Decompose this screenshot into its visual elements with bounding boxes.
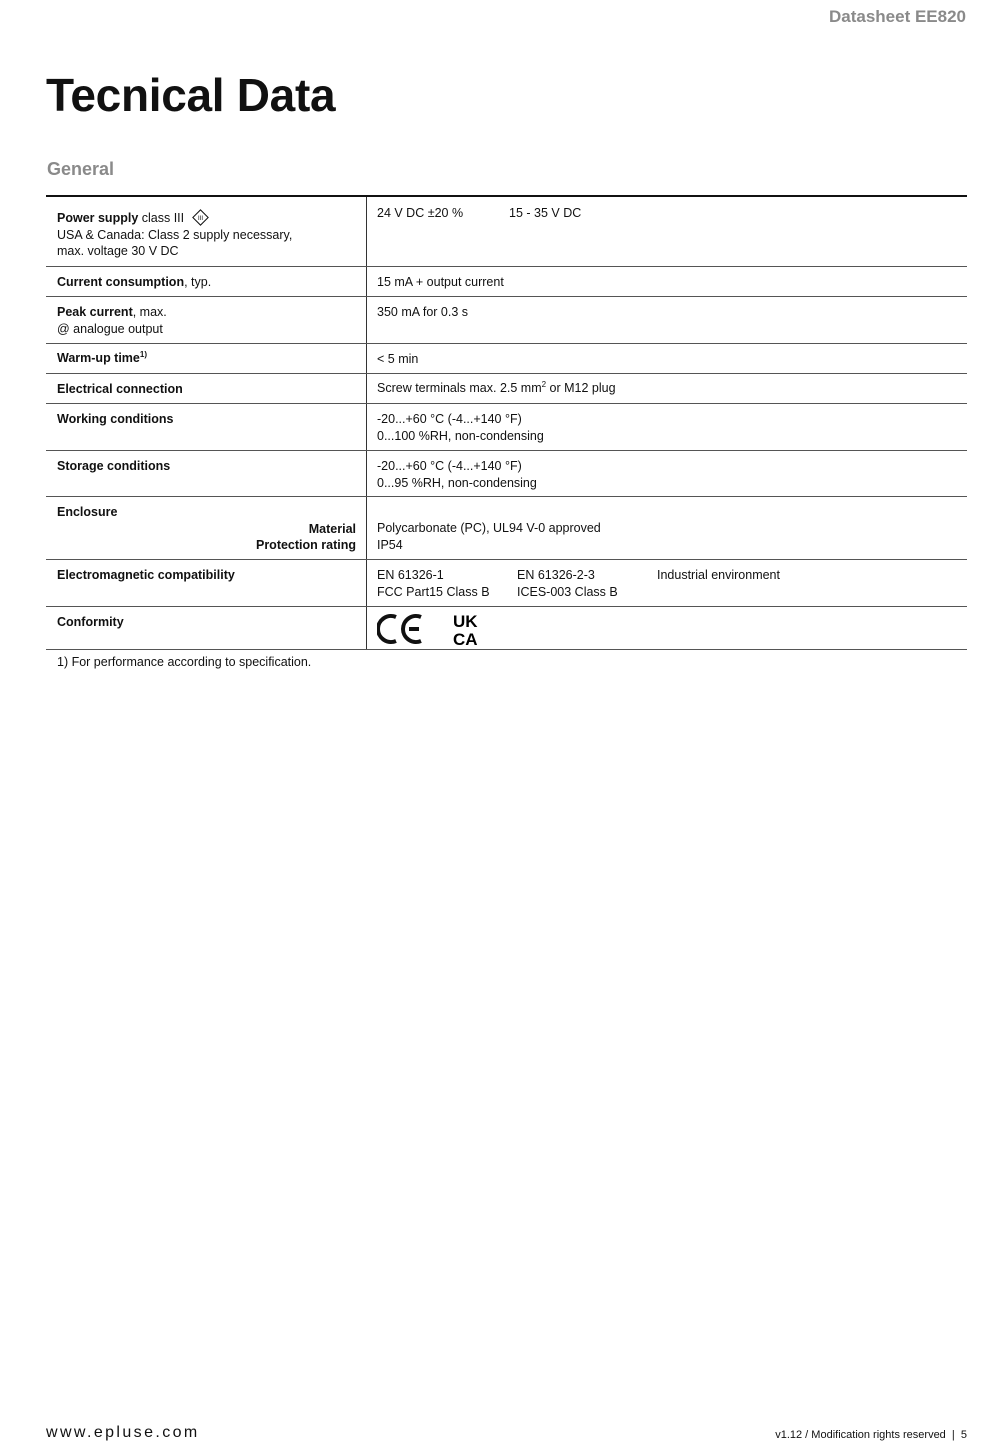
value-humidity: 0...95 %RH, non-condensing — [377, 475, 537, 490]
ukca-mark-icon — [453, 612, 489, 646]
value-text: or M12 plug — [546, 381, 616, 395]
row-value — [367, 374, 967, 403]
row-label — [46, 267, 367, 296]
row-value — [367, 404, 967, 450]
label-rest: class III — [138, 211, 185, 225]
emc-standard: FCC Part15 Class B — [377, 584, 490, 599]
row-note: @ analogue output — [57, 321, 163, 336]
protection-class-iii-icon — [192, 209, 209, 226]
label-text: Warm-up time — [57, 351, 140, 365]
ce-mark-icon — [377, 612, 423, 646]
table-row-conformity — [46, 607, 967, 650]
protection-rating-label: Protection rating — [255, 538, 356, 552]
value-temperature: -20...+60 °C (-4...+140 °F) — [377, 459, 522, 473]
material-value: Polycarbonate (PC), UL94 V-0 approved — [377, 521, 601, 535]
svg-text:III: III — [197, 216, 203, 223]
table-row-electrical-connection — [46, 374, 967, 404]
row-value — [367, 607, 967, 649]
row-label — [46, 197, 367, 266]
row-value — [367, 497, 967, 559]
table-row-power-supply — [46, 197, 967, 267]
value-temperature: -20...+60 °C (-4...+140 °F) — [377, 412, 522, 426]
label-rest: , max. — [132, 305, 167, 319]
label-rest: , typ. — [184, 275, 212, 289]
footnote: 1) For performance according to specification. — [57, 655, 312, 669]
row-label — [46, 497, 367, 559]
svg-text:CA: CA — [453, 630, 478, 646]
svg-text:UK: UK — [453, 612, 478, 631]
row-note: USA & Canada: Class 2 supply necessary, — [57, 227, 293, 242]
table-row-storage-conditions — [46, 451, 967, 497]
label-bold: Current consumption — [57, 275, 185, 289]
table-row-warm-up-time — [46, 344, 967, 374]
value-humidity: 0...100 %RH, non-condensing — [377, 428, 544, 443]
section-title: General — [47, 159, 115, 179]
row-value: 15 mA + output current — [377, 275, 504, 289]
row-value: 350 mA for 0.3 s — [377, 305, 469, 319]
row-label: Conformity — [46, 607, 367, 649]
emc-standard: ICES-003 Class B — [517, 584, 618, 599]
footnote-ref: 1) — [139, 349, 147, 359]
row-label: Working conditions — [46, 404, 367, 450]
page-title: Tecnical Data — [46, 69, 336, 121]
superscript: 2 — [541, 379, 547, 389]
table-row-enclosure — [46, 497, 967, 560]
row-value — [367, 197, 967, 266]
table-row-working-conditions — [46, 404, 967, 451]
footer-version-page: v1.12 / Modification rights reserved | 5 — [775, 1429, 967, 1441]
material-label: Material — [308, 521, 356, 536]
protection-rating-value: IP54 — [377, 537, 403, 552]
value-nominal: 24 V DC ±20 % — [377, 206, 464, 220]
row-label — [46, 297, 367, 343]
row-label — [46, 344, 367, 373]
label-bold: Peak current — [57, 305, 133, 319]
table-row-peak-current — [46, 297, 967, 344]
row-value — [367, 560, 967, 606]
row-label: Storage conditions — [46, 451, 367, 496]
emc-environment: Industrial environment — [657, 568, 780, 582]
table-row-emc — [46, 560, 967, 607]
emc-standard: EN 61326-2-3 — [517, 568, 595, 582]
row-value — [367, 451, 967, 496]
footer-website-link[interactable]: www.epluse.com — [46, 1424, 200, 1441]
document-header: Datasheet EE820 — [828, 7, 966, 26]
spec-table — [46, 195, 967, 650]
row-note: max. voltage 30 V DC — [57, 244, 179, 258]
row-label: Electromagnetic compatibility — [46, 560, 367, 606]
emc-standard: EN 61326-1 — [377, 568, 444, 582]
label-text: Enclosure — [57, 505, 118, 519]
row-label: Electrical connection — [46, 374, 367, 403]
table-row-current-consumption — [46, 267, 967, 297]
value-text: Screw terminals max. 2.5 mm — [377, 381, 542, 395]
label-bold: Power supply — [57, 211, 139, 225]
value-range: 15 - 35 V DC — [509, 206, 582, 220]
row-value: < 5 min — [377, 352, 419, 366]
